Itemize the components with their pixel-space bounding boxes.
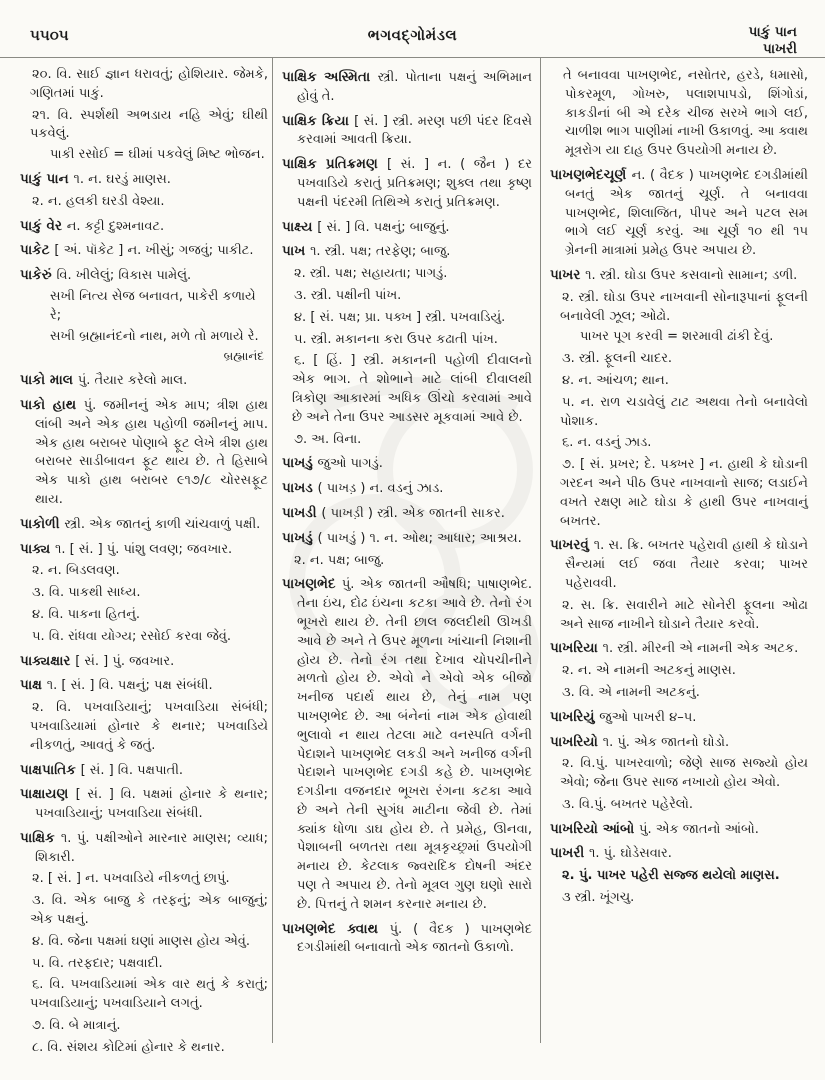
dictionary-entry: ૩. સ્ત્રી. પક્ષીની પાંખ. (294, 287, 402, 303)
headword: પાક્યક્ષાર (20, 652, 76, 669)
dictionary-entry: ૪. ન. આંચળ; થાન. (562, 372, 669, 388)
headword: પાક્ષપાતિક (20, 761, 81, 778)
headword: પાક્ષ્ય (282, 218, 318, 235)
dictionary-entry: સખી નિત્ય સેજ બનાવત, પાકેરી કળાયે રે; (50, 288, 256, 323)
dictionary-entry: ૨. [ સં. ] ન. પખવાડિયે નીકળતું છાપું. (32, 871, 230, 887)
dictionary-entry: ૪. વિ. જેના પક્ષમાં ઘણાં માણસ હોય એવું. (32, 933, 251, 949)
dictionary-entry: ૩. વિ. પાકથી સાધ્ય. (32, 585, 141, 601)
dictionary-entry: બ્રહ્માનંદ (223, 349, 264, 364)
dictionary-entry: પાક્ષિક ક્રિયા [ સં. ] સ્ત્રી. મરણ પછી પંદર દિવસે કરવામાં આવતી ક્રિયા. (282, 112, 532, 148)
dictionary-entry: પાખડું જુઓ પાગડું. (282, 455, 383, 472)
dictionary-entry: પાખડી ( પાખડ઼ી ) સ્ત્રી. એક જાતની સાકર. (282, 504, 505, 521)
dictionary-entry: ૩. વિ. એક બાજુ કે તરફનું; એક બાજુનું; એક પક્ષનું. (30, 893, 268, 928)
dictionary-entry: ૪. વિ. પાકના હિતનું. (32, 606, 141, 622)
dictionary-entry: ૩. વિ. એ નામની અટકનું. (562, 684, 700, 700)
dictionary-entry: પાક્ષ્ય [ સં. ] વિ. પક્ષનું; બાજુનું. (282, 218, 450, 235)
headword: પાકો હાથ (20, 396, 84, 413)
headword: પાખડી (282, 504, 322, 521)
dictionary-entry: ૬. [ હિં. ] સ્ત્રી. મકાનની પહોળી દીવાલનો એક ભાગ. તે શોભાને માટે લાંબી દીવાલથી ત્રિકોણ આકારમાં અધિક ઊંચો કરવામાં આવે છે અને તેના ઉપર આડસર મૂકવામાં આવે છે. (292, 353, 532, 425)
headword: પાકું પાન (20, 170, 74, 187)
dictionary-entry: ૨. સ્ત્રી. ઘોડા ઉપર નાખવાની સોનારૂપાનાં ફૂલની બનાવેલી ઝૂલ; ઓઢો. (560, 289, 808, 324)
guide-words (749, 24, 797, 58)
headword: પાખરિયો (550, 733, 603, 750)
dictionary-entry: ૨. ન. એ નામની અટકનું માણસ. (562, 663, 736, 679)
dictionary-entry: પાક્ષાયણ [ સં. ] વિ. પક્ષમાં હોનાર કે થનાર; પખવાડિયાનું; પખવાડિયા સંબંધી. (20, 786, 269, 822)
headword: પાખડું (282, 455, 318, 472)
headword: પાખણભેદ (282, 576, 342, 593)
dictionary-entry: પાખણભેદ પું. એક જાતની ઔષધિ; પાષાણભેદ. તેના ઇંચ, દોઢ ઇંચના કટકા આવે છે. તેનો રંગ ભૂખરો થાય છે. તેની છાલ જલદીથી ઊખડી આવે છે અને તે ઉપર મૂળના ખાંચાની નિશાની હોય છે. તેનો રંગ તથા દેખાવ ચોપચીનીને મળતો હોય છે. એવો ને એવો એક બીજો ખનીજ પદાર્થ થાય છે, તેનું નામ પણ પાખણભેદ છે. આ બંનેનાં નામ એક હોવાથી ભુલાવો ન થાય તેટલા માટે વનસ્પતિ વર્ગની પેદાશને પાખણભેદ લકડી અને ખનીજ વર્ગની પેદાશને પાખણભેદ દગડી કહે છે. પાખણભેદ દગડીના વજનદાર ભૂખરા રંગના કટકા આવે છે અને તેની સુગંધ માટીના જેવી છે. તેમાં ક્યાંક ધોળા ડાઘ હોય છે. તે પ્રમેહ, ઊનવા, પેશાબની બળતરા તથા મૂત્રકૃચ્છ્રમાં ઉપયોગી મનાય છે. કેટલાક જ્વરાદિક દોષની અંદર પણ તે અપાય છે. તેનો મૂત્રલ ગુણ ઘણો સારો છે. પિત્તનું તે શમન કરનાર મનાય છે. (282, 576, 532, 912)
dictionary-entry: પાકું વેર ન. કટ્ટી દુશ્મનાવટ. (20, 217, 165, 234)
dictionary-entry: ૨. સ્ત્રી. પક્ષ; સહાયતા; પાગડું. (294, 266, 448, 282)
headword: પાક્ષાયણ (20, 786, 76, 803)
headword: પાક્ષ (20, 677, 47, 694)
headword: પાકોળી (20, 515, 65, 532)
dictionary-entry: પાક્ષપાતિક [ સં. ] વિ. પક્ષપાતી. (20, 761, 184, 778)
headword: પાખરિયું (550, 708, 600, 725)
dictionary-entry: ૨. પું. પાખર પહેરી સજ્જ થયેલો માણસ. (562, 868, 780, 884)
dictionary-entry: ૨. વિ. પખવાડિયાનું; પખવાડિયા સંબંધી; પખવાડિયામાં હોનાર કે થનાર; પખવાડિયે નીકળતું, આવતું કે જતું. (30, 700, 268, 753)
dictionary-entry: ૨૧. વિ. સ્પર્શથી અભડાય નહિ એવું; ઘીથી પકવેલું. (30, 107, 268, 142)
dictionary-entry: પાક્ષ ૧. [ સં. ] વિ. પક્ષનું; પક્ષ સંબંધી. (20, 677, 213, 694)
dictionary-entry: પાખરિયું જુઓ પાખરી ૪–૫. (550, 708, 697, 725)
header-divider (0, 57, 825, 58)
dictionary-entry: પાક્ષિક અસ્મિતા સ્ત્રી. પોતાના પક્ષનું અભિમાન હોવું તે. (282, 69, 532, 104)
headword: પાક્ષિક પ્રતિક્રમણ (282, 156, 388, 173)
headword: પાખ (282, 243, 311, 260)
page-header (0, 24, 825, 58)
dictionary-entry: પાખરિયો ૧. પું. એક જાતનો ઘોડો. (550, 733, 730, 750)
dictionary-entry: ૨. ન. બિડલવણ. (32, 563, 120, 579)
column-1 (20, 63, 268, 1059)
dictionary-entry: પાક્ય ૧. [ સં. ] પું. પાંશુ લવણ; જવખાર. (20, 540, 233, 557)
headword: પાક્ષિક અસ્મિતા (282, 69, 378, 85)
dictionary-entry: ૩. વિ.પું. બખતર પહેરેલો. (562, 796, 694, 812)
headword: પાખણભેદચૂર્ણ (550, 166, 632, 183)
dictionary-entry: ૨. વિ.પું. પાખરવાળો; જેણે સાજ સજ્યો હોય એવો; જેના ઉપર સાજ નખાયો હોય એવો. (560, 756, 808, 791)
dictionary-entry: સખી બ્રહ્માનંદનો નાથ, મળે તો મળાયે રે. (50, 328, 259, 344)
headword: પાખરિયા (550, 640, 603, 657)
dictionary-entry: પાખર ૧. સ્ત્રી. ઘોડા ઉપર કસવાનો સામાન; ડળી. (550, 266, 798, 283)
dictionary-entry: પાક્ષિક પ્રતિક્રમણ [ સં. ] ન. ( જૈન ) દર પખવાડિયે કરાતું પ્રતિક્રમણ; શુક્લ તથા કૃષ્ણ પક્ષની પંદરમી તિથિએ કરાતું પ્રતિક્રમણ. (282, 156, 532, 210)
headword: પાખર (550, 266, 586, 283)
dictionary-entry: ૨. ન. હલકી ઘરડી વેશ્યા. (32, 193, 165, 209)
column-divider-1 (272, 58, 273, 1043)
dictionary-entry: ૭. [ સં. પ્રખર; દે. પક્ખર ] ન. હાથી કે ઘોડાની ગરદન અને પીઠ ઉપર નાખવાનો સાજ; લડાઈને વખતે રક્ષણ માટે ઘોડા કે હાથી ઉપર નાખવાનું બખતર. (560, 457, 808, 529)
dictionary-entry: ૪. [ સં. પક્ષ; પ્રા. પક્ખ ] સ્ત્રી. પખવાડિયું. (294, 309, 506, 325)
dictionary-entry: ૭. વિ. બે માત્રાનું. (32, 1018, 121, 1034)
dictionary-entry: ૫. ન. રાળ ચડાવેલું ટાટ અથવા તેનો બનાવેલો પોશાક. (560, 394, 808, 429)
dictionary-entry: પાખડું ( પાખડ઼ું ) ૧. ન. ઓથ; આધાર; આશ્રય. (282, 529, 522, 546)
headword: પાક્ષિક ક્રિયા (282, 112, 355, 129)
dictionary-entry: તે બનાવવા પાખણભેદ, નસોતર, હરડે, ધમાસો, પોકરમૂળ, ગોખરુ, પલાશપાપડો, શિંગોડાં, કાકડીનાં બી એ દરેક ચીજ સરખે ભાગે લઈ, ચાળીશ ભાગ પાણીમાં નાખી ઉકાળવું. આ ક્વાથ મૂત્રરોગ યા દાહ ઉપર ઉપયોગી મનાય છે. (563, 68, 808, 159)
dictionary-entry: ૫. વિ. તરફદાર; પક્ષવાદી. (32, 955, 163, 971)
dictionary-entry: ૭. અ. વિના. (294, 431, 362, 447)
headword: પાખરવું (550, 537, 594, 554)
dictionary-entry: પાખણભેદચૂર્ણ ન. ( વૈદક ) પાખણભેદ દગડીમાંથી બનતું એક જાતનું ચૂર્ણ. તે બનાવવા પાખણભેદ, શિલાજિત, પીપર અને પટલ સમ ભાગે લઈ ચૂર્ણ કરવું. આ ચૂર્ણ ૧૦ થી ૧૫ ગ્રેનની માત્રામાં પ્રમેહ ઉપર અપાય છે. (550, 166, 808, 259)
dictionary-entry: ૩ સ્ત્રી. ખૂંગચુ. (562, 890, 635, 906)
dictionary-entry: ૨. સ. ક્રિ. સવારીને માટે સોનેરી ફૂલના ઓઢા અને સાજ નાખીને ઘોડાને તૈયાર કરવો. (560, 597, 808, 632)
column-divider-2 (540, 58, 541, 1043)
dictionary-entry: પાકી રસોઈ = ઘીમાં પકવેલું મિષ્ટ ભોજન. (50, 147, 265, 163)
dictionary-entry: પાખર પૂગ કરવી = શરમાવી ઢાંકી દેવું. (580, 329, 774, 345)
dictionary-entry: ૫. વિ. રાંધવા યોગ્ય; રસોઈ કરવા જેવું. (32, 628, 232, 644)
dictionary-entry: પાખડ ( પાખડ઼ ) ન. વડનું ઝાડ. (282, 480, 444, 497)
dictionary-entry: પાકો માલ પું. તૈયાર કરેલો માલ. (20, 372, 188, 389)
dictionary-entry: પાખ ૧. સ્ત્રી. પક્ષ; તરફેણ; બાજુ. (282, 243, 451, 260)
headword: પાકું વેર (20, 217, 67, 234)
headword: પાખરિયો આંબો (550, 820, 640, 837)
dictionary-entry: પાખરિયો આંબો પું. એક જાતનો આંબો. (550, 820, 759, 837)
column-3 (550, 63, 808, 909)
headword: પાકેરું (20, 267, 57, 284)
headword: પાકો માલ (20, 372, 78, 389)
dictionary-entry: ૨૦. વિ. સાઈ જ્ઞાન ધરાવતું; હોશિયાર. જેમકે, ગણિતમાં પાકું. (30, 67, 268, 101)
page-number: ૫૫૦૫ (30, 26, 69, 44)
guide-word-top: પાકું પાન (748, 24, 797, 40)
dictionary-entry: પાકું પાન ૧. ન. ઘરડું માણસ. (20, 170, 171, 187)
dictionary-entry: પાખરી ૧. પું. ઘોડેસવાર. (550, 845, 672, 862)
headword: પાકેટ (20, 242, 55, 259)
headword: પાક્ય (20, 540, 55, 557)
headword: પાક્ષિક (20, 829, 61, 846)
headword: પાખરી (550, 845, 589, 862)
dictionary-entry: ૫. સ્ત્રી. મકાનના કરા ઉપર કઢાતી પાંખ. (294, 331, 498, 347)
dictionary-entry: ૩. સ્ત્રી. ફૂલની ચાદર. (562, 351, 673, 367)
dictionary-entry: પાક્ષિક ૧. પું. પક્ષીઓને મારનાર માણસ; વ્યાધ; શિકારી. (20, 829, 268, 865)
dictionary-entry: પાક્યક્ષાર [ સં. ] પું. જવખાર. (20, 652, 175, 669)
dictionary-entry: ૬. વિ. પખવાડિયામાં એક વાર થતું કે કરાતું; પખવાડિયાનું; પખવાડિયાને લગતું. (30, 977, 268, 1012)
dictionary-entry: પાખરિયા ૧. સ્ત્રી. મીરની એ નામની એક અટક. (550, 640, 799, 657)
page-title: ભગવદ્ગોમંડલ (367, 26, 458, 44)
dictionary-entry: પાકેટ [ અં. પૉકેટ ] ન. ખીસું; ગજવું; પાકીટ. (20, 242, 254, 259)
dictionary-entry: ૬. ન. વડનું ઝાડ. (562, 435, 652, 451)
dictionary-entry: ૨. ન. પક્ષ; બાજુ. (294, 552, 385, 568)
headword: પાખડું (282, 529, 318, 546)
headword: પાખડ (282, 480, 318, 497)
dictionary-entry: પાખણભેદ ક્વાથ પું. ( વૈદક ) પાખણભેદ દગડીમાંથી બનાવાતો એક જાતનો ઉકાળો. (282, 920, 532, 956)
dictionary-entry: ૮. વિ. સંશય કોટિમાં હોનાર કે થનાર. (32, 1039, 225, 1055)
dictionary-entry: પાકો હાથ પું. જમીનનું એક માપ; ત્રીશ હાથ લાંબી અને એક હાથ પહોળી જમીનનું માપ. એક હાથ બરાબર પોણાબે ફૂટ લેખે ત્રીશ હાથ બરાબર સાડીબાવન ફૂટ થાય છે. તે હિસાબે એક પાકો હાથ બરાબર ૯૧૭/૮ ચોરસફૂટ થાય. (20, 396, 268, 507)
column-2 (282, 63, 532, 959)
guide-word-bottom: પાખરી (762, 41, 797, 57)
dictionary-entry: પાકોળી સ્ત્રી. એક જાતનું કાળી ચાંચવાળું પક્ષી. (20, 515, 261, 532)
headword: પાખણભેદ ક્વાથ (282, 920, 390, 937)
dictionary-entry: પાકેરું વિ. ખીલેલું; વિકાસ પામેલું. (20, 267, 192, 284)
dictionary-entry: પાખરવું ૧. સ. ક્રિ. બખતર પહેરાવી હાથી કે ઘોડાને સૈન્યમાં લઈ જવા તૈયાર કરવા; પાખર પહેરાવવી. (550, 537, 809, 591)
